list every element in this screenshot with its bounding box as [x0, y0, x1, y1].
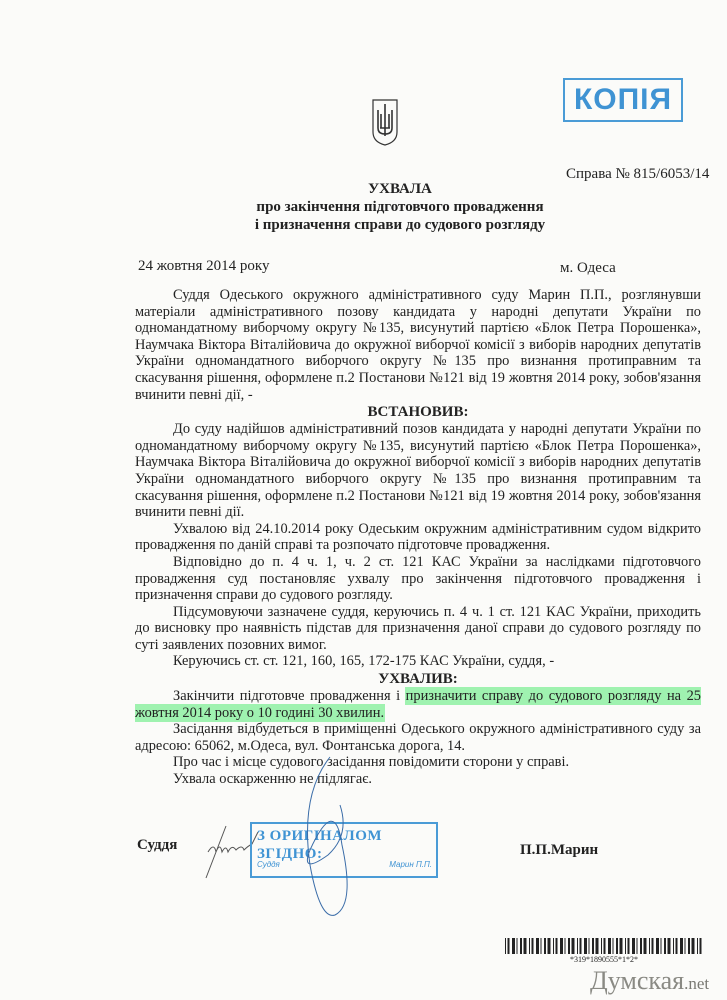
document-body	[135, 287, 701, 882]
barcode-bar	[548, 938, 551, 954]
text: Закінчити підготовче провадження і	[173, 688, 406, 705]
barcode-bar	[649, 938, 650, 954]
barcode-bar	[565, 938, 566, 954]
barcode-bar	[536, 938, 539, 954]
highlighted-text: призначити справу до судового розгляду на 25 жовтня 2014 року о 10 годині 30 хвилин.	[135, 688, 701, 721]
barcode-bar	[608, 938, 611, 954]
barcode-bar	[628, 938, 630, 954]
signature-label: Суддя	[137, 836, 178, 853]
barcode-bar	[556, 938, 558, 954]
barcode-bar	[505, 938, 506, 954]
paragraph: Засідання відбудеться в приміщенні Одеського окружного адміністративного суду за адресою: 65062, м.Одеса, вул. Фонтанська дорога, 14.	[135, 721, 701, 754]
barcode-bar	[592, 938, 594, 954]
barcode-bar	[632, 938, 635, 954]
barcode-bar	[517, 938, 518, 954]
barcode-bar	[688, 938, 690, 954]
barcode-bar	[680, 938, 683, 954]
barcode-bar	[589, 938, 590, 954]
barcode-bar	[620, 938, 623, 954]
barcode-bar	[601, 938, 602, 954]
barcode-bar	[596, 938, 599, 954]
barcode-bar	[584, 938, 587, 954]
barcode-bar	[668, 938, 671, 954]
paragraph: Керуючись ст. ст. 121, 160, 165, 172-175 КАС України, суддя, -	[173, 653, 555, 670]
barcode-bar	[553, 938, 554, 954]
title-main: УХВАЛА	[368, 181, 432, 197]
barcode-bar	[520, 938, 522, 954]
watermark-logo	[590, 967, 709, 998]
barcode-bar	[697, 938, 698, 954]
stamp-left: Суддя	[257, 859, 280, 869]
document-city: м. Одеса	[560, 260, 616, 276]
paragraph: Суддя Одеського окружного адміністративного суду Марин П.П., розглянувши матеріали адміністративного позову кандидата у народні депутати України по одномандатному виборчому округу №135, висунутий партією «Блок Петра Порошенка», Наумчака Віктора Віталійовича до окружної виборчої комісії з виборів народних депутатів України одномандатного виборчого округу №135 про визнання протиправним та скасування рішення, оформлене п.2 Постанови №121 від 19 жовтня 2014 року, зобов'язання вчинити певні дії, -	[135, 287, 701, 403]
title-line2: і призначення справи до судового розгляду	[254, 217, 546, 233]
section-heading: ВСТАНОВИВ:	[367, 404, 469, 421]
coat-of-arms-icon	[372, 98, 398, 146]
stamp-title: З ОРИГІНАЛОМ ЗГІДНО:	[257, 827, 383, 862]
document-title	[250, 180, 550, 234]
stamp-right: Марин П.П.	[389, 859, 432, 869]
paragraph: До суду надійшов адміністративний позов кандидата у народні депутати України по одномандатному виборчому округу №135, висунутий партією «Блок Петра Порошенка», Наумчака Віктора Віталійовича до окружної виборчої комісії з виборів народних депутатів України одномандатного виборчого округу №135 про визнання протиправним та скасування рішення, оформлене п.2 Постанови №121 від 19 жовтня 2014 року, зобов'язання вчинити певні дії.	[135, 421, 701, 521]
barcode-bar	[656, 938, 659, 954]
paragraph	[135, 688, 701, 721]
barcode-number: *319*1890555*1*2*	[570, 955, 638, 964]
barcode-bar	[616, 938, 618, 954]
barcode-bar	[673, 938, 674, 954]
barcode-bar	[529, 938, 530, 954]
barcode-bar	[676, 938, 678, 954]
paragraph: Відповідно до п. 4 ч. 1, ч. 2 ст. 121 КАС України за наслідками підготовчого провадження суд постановляє ухвалу про закінчення підготовчого провадження і призначення справи до судового розгляду.	[135, 553, 701, 604]
original-conformity-stamp	[250, 822, 438, 878]
barcode-bar	[637, 938, 638, 954]
barcode-bar	[568, 938, 570, 954]
barcode-bar	[532, 938, 534, 954]
barcode-bar	[580, 938, 582, 954]
barcode-bar	[652, 938, 654, 954]
barcode-bar	[685, 938, 686, 954]
copy-stamp: КОПІЯ	[563, 78, 683, 122]
barcode-bar	[572, 938, 575, 954]
barcode-bar	[644, 938, 647, 954]
barcode-bar	[508, 938, 510, 954]
section-heading: УХВАЛИВ:	[378, 671, 458, 688]
barcode-bar	[560, 938, 563, 954]
barcode-bar	[604, 938, 606, 954]
watermark-suffix: .net	[684, 974, 710, 993]
barcode-bar	[700, 938, 702, 954]
watermark-main: Думская	[590, 966, 685, 995]
title-line1: про закінчення підготовчого провадження	[256, 199, 544, 215]
document-date: 24 жовтня 2014 року	[138, 258, 270, 274]
barcode-bar	[544, 938, 546, 954]
barcode-bar	[661, 938, 662, 954]
paragraph: Ухвала оскарженню не підлягає.	[173, 771, 372, 788]
barcode-bar	[512, 938, 515, 954]
barcode-bar	[640, 938, 642, 954]
case-number: Справа № 815/6053/14	[566, 166, 710, 182]
barcode-bar	[524, 938, 527, 954]
signature-block	[135, 822, 701, 882]
barcode-bar	[664, 938, 666, 954]
barcode-bar	[541, 938, 542, 954]
paragraph: Ухвалою від 24.10.2014 року Одеським окружним адміністративним судом відкрито провадження по даній справі та розпочато підготовче провадження.	[135, 520, 701, 554]
barcode-bar	[625, 938, 626, 954]
barcode-bar	[692, 938, 695, 954]
judge-name: П.П.Марин	[520, 841, 599, 858]
barcode-bar	[577, 938, 578, 954]
paragraph: Про час і місце судового засідання повідомити сторони у справі.	[173, 754, 570, 771]
barcode	[505, 938, 705, 954]
barcode-bar	[613, 938, 614, 954]
paragraph: Підсумовуючи зазначене суддя, керуючись п. 4 ч. 1 ст. 121 КАС України, приходить до висновку про наявність підстав для призначення даної справи до судового розгляду по суті заявлених позовних вимог.	[135, 603, 701, 653]
